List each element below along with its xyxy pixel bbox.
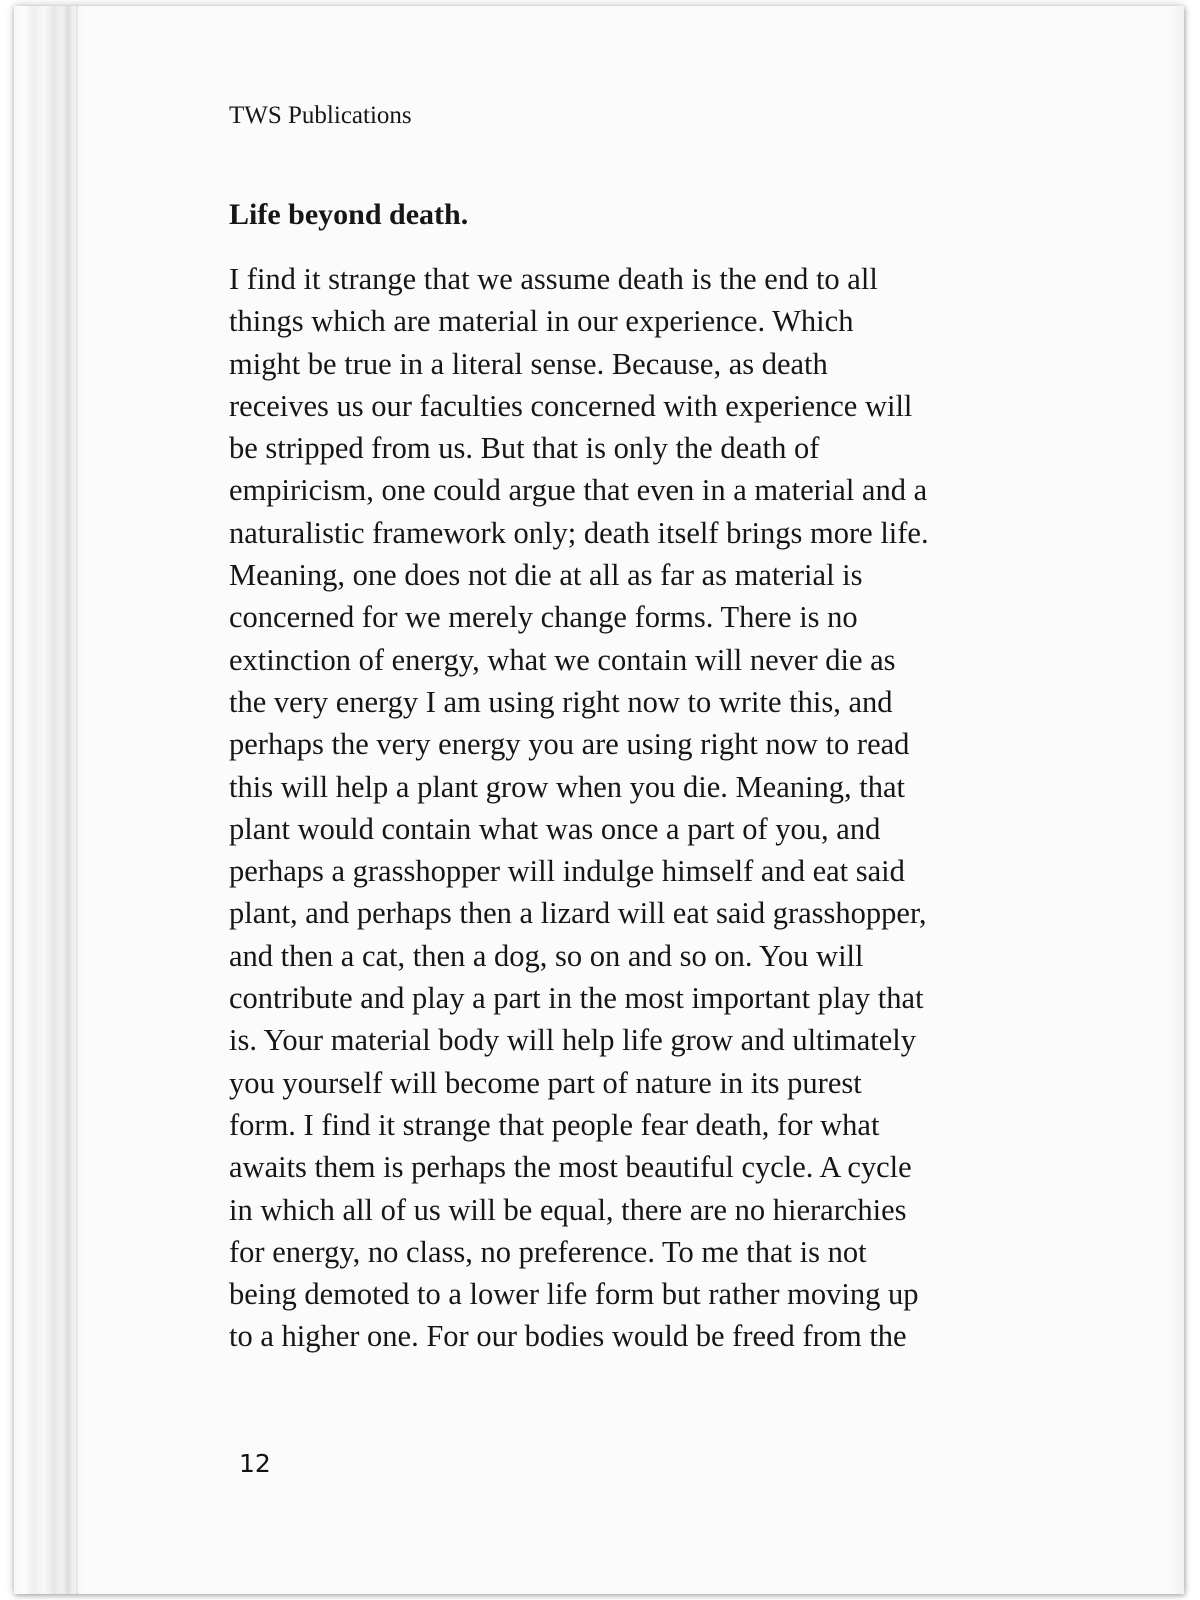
book-spine [14, 6, 84, 1594]
body-line: awaits them is perhaps the most beautiful cycle. A cycle [229, 1150, 912, 1185]
page-edge [1170, 6, 1184, 1594]
body-line: being demoted to a lower life form but rather moving up [229, 1277, 919, 1312]
spine-crease [76, 6, 78, 1594]
body-line: in which all of us will be equal, there are no hierarchies [229, 1192, 907, 1227]
body-line: concerned for we merely change forms. There is no [229, 600, 858, 635]
body-line: contribute and play a part in the most important play that [229, 981, 924, 1016]
body-line: this will help a plant grow when you die. Meaning, that [229, 769, 905, 804]
body-line: extinction of energy, what we contain will never die as [229, 642, 896, 677]
chapter-title: Life beyond death. [229, 198, 469, 231]
body-line: plant, and perhaps then a lizard will eat said grasshopper, [229, 896, 927, 931]
body-line: I find it strange that we assume death is the end to all [229, 262, 878, 296]
body-line: you yourself will become part of nature in its purest [229, 1065, 862, 1100]
body-line: and then a cat, then a dog, so on and so on. You will [229, 938, 864, 973]
body-line: be stripped from us. But that is only the death of [229, 431, 820, 466]
body-line: perhaps the very energy you are using right now to read [229, 727, 910, 762]
body-line: form. I find it strange that people fear death, for what [229, 1107, 880, 1142]
body-line: plant would contain what was once a part of you, and [229, 811, 881, 846]
body-line: empiricism, one could argue that even in a material and a [229, 473, 928, 508]
page-content [229, 6, 1029, 1594]
body-line: to a higher one. For our bodies would be freed from the [229, 1319, 907, 1354]
book-page [14, 6, 1184, 1594]
body-line: Meaning, one does not die at all as far as material is [229, 558, 863, 593]
body-line: might be true in a literal sense. Because, as death [229, 346, 828, 381]
body-line: the very energy I am using right now to write this, and [229, 684, 893, 719]
body-line: for energy, no class, no preference. To me that is not [229, 1234, 867, 1269]
body-line: perhaps a grasshopper will indulge himself and eat said [229, 854, 905, 889]
body-line: is. Your material body will help life grow and ultimately [229, 1023, 916, 1058]
page-number: 12 [239, 1449, 271, 1478]
body-line: things which are material in our experience. Which [229, 304, 854, 339]
body-text [229, 258, 929, 1358]
running-header: TWS Publications [229, 102, 412, 129]
body-line: receives us our faculties concerned with experience will [229, 388, 913, 423]
body-line: naturalistic framework only; death itself brings more life. [229, 515, 929, 550]
